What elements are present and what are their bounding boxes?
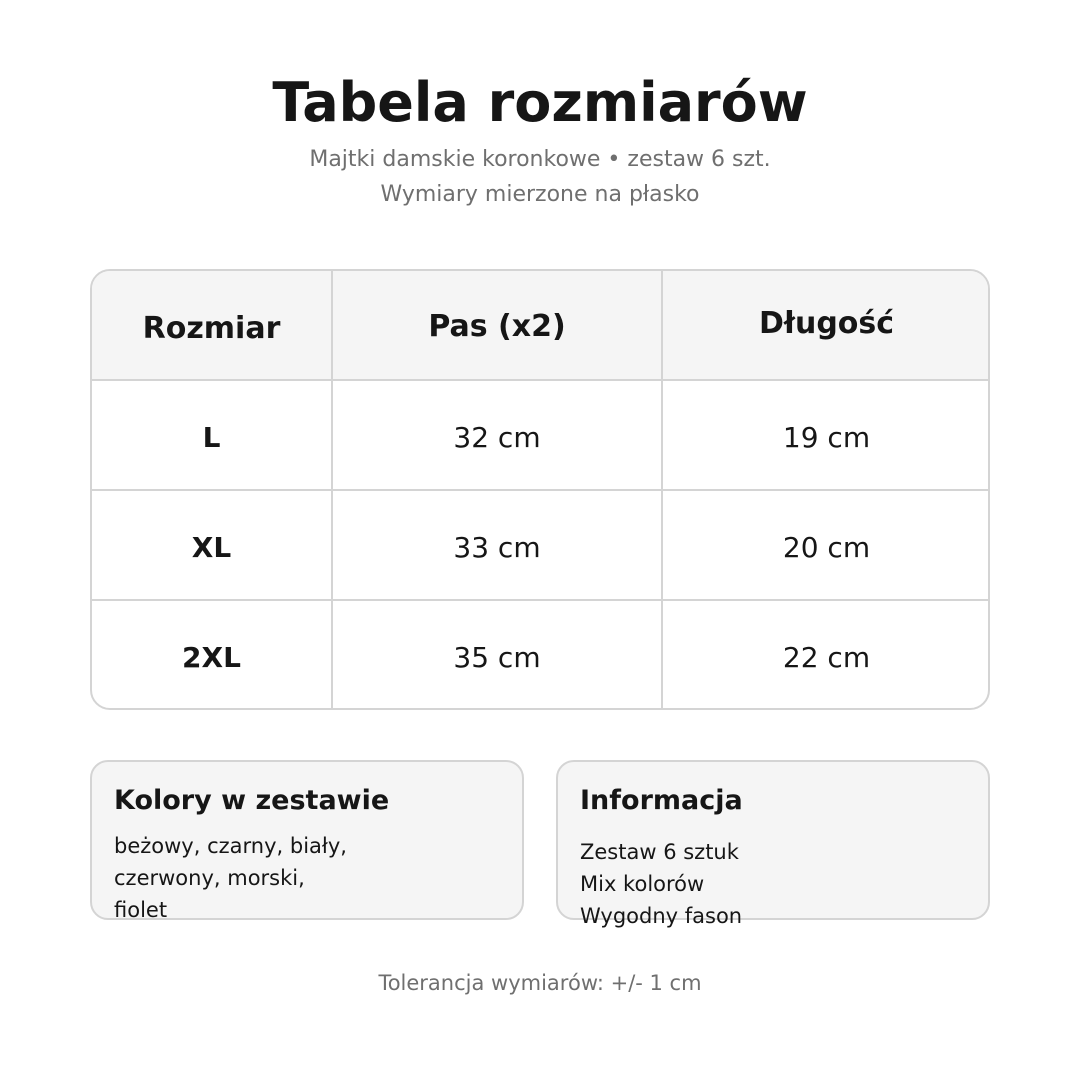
info-card-title: Informacja xyxy=(580,785,743,816)
row-size-label: L xyxy=(202,421,221,454)
size-table xyxy=(90,269,990,710)
page-subtitle-product: Majtki damskie koronkowe • zestaw 6 szt. xyxy=(309,147,771,172)
row-length-value: 20 cm xyxy=(782,531,871,564)
page-subtitle-measurement: Wymiary mierzone na płasko xyxy=(380,182,700,207)
colors-card-title: Kolory w zestawie xyxy=(114,785,390,816)
column-header-waist: Pas (x2) xyxy=(428,309,566,344)
table-divider xyxy=(92,489,990,491)
info-card-line: Mix kolorów xyxy=(580,872,705,896)
page-title: Tabela rozmiarów xyxy=(272,71,808,134)
row-waist-value: 35 cm xyxy=(453,641,541,674)
colors-card xyxy=(90,760,524,920)
colors-card-line: beżowy, czarny, biały, xyxy=(114,834,347,858)
tolerance-note: Tolerancja wymiarów: +/- 1 cm xyxy=(378,971,702,995)
info-card-line: Zestaw 6 sztuk xyxy=(580,840,739,864)
colors-card-line: czerwony, morski, xyxy=(114,866,305,890)
info-card-line: Wygodny fason xyxy=(580,904,743,928)
row-waist-value: 33 cm xyxy=(453,531,541,564)
row-length-value: 22 cm xyxy=(782,641,871,674)
column-header-length: Długość xyxy=(758,306,895,341)
column-header-size: Rozmiar xyxy=(142,311,281,346)
row-length-value: 19 cm xyxy=(782,421,871,454)
info-card xyxy=(556,760,990,928)
row-waist-value: 32 cm xyxy=(453,421,541,454)
row-size-label: XL xyxy=(191,531,232,564)
table-divider xyxy=(92,599,990,601)
colors-card-line: fiolet xyxy=(114,898,168,922)
table-divider xyxy=(92,379,990,381)
row-size-label: 2XL xyxy=(182,641,241,674)
